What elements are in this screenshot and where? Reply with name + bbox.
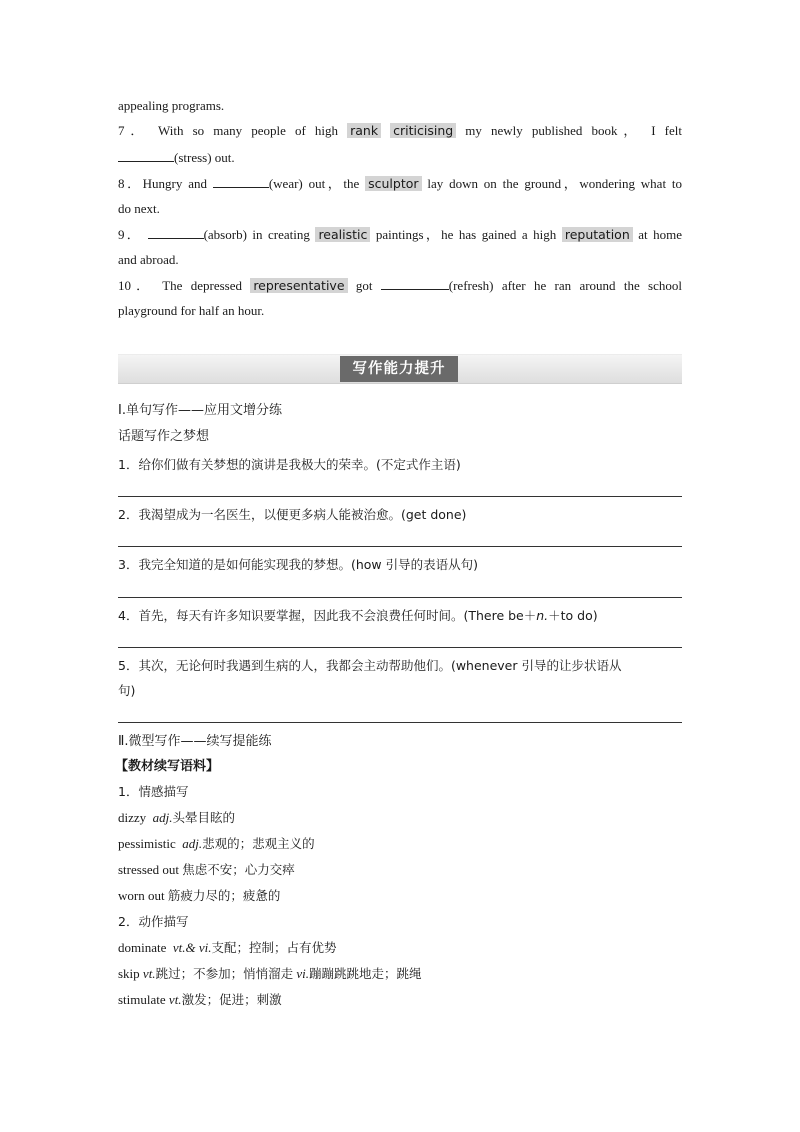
text: Hungry and [142,176,207,191]
text: got [355,278,373,293]
banner-title: 写作能力提升 [340,356,458,382]
question-7 [118,122,682,140]
text: With so many people of high [158,123,338,138]
answer-line[interactable] [118,597,682,598]
word: pessimistic [118,836,176,851]
highlighted-word: representative [250,278,347,293]
word: worn out [118,888,165,903]
word: skip [118,966,140,981]
vocab-item [118,939,682,957]
meaning: 蹦蹦跳跳地走；跳绳 [308,966,422,981]
meaning: 头晕目眩的 [172,810,236,825]
question-number: 8． [118,176,143,191]
highlighted-word: realistic [315,227,370,242]
word: stimulate [118,992,166,1007]
answer-line[interactable] [118,722,682,723]
category-2: 2．动作描写 [118,914,189,929]
meaning: 跳过；不参加；悄悄溜走 [155,966,294,981]
text: appealing programs. [118,98,225,113]
highlighted-word: criticising [390,123,456,138]
question-number: 9． [118,227,143,242]
text: at home [638,227,683,242]
text-line [118,302,682,320]
writing-item-4 [118,607,682,625]
text: lay down on the ground，wondering what to [427,176,682,191]
text: do next. [118,201,160,216]
vocab-item [118,887,682,905]
vocab-item [118,809,682,827]
text: n. [536,608,549,623]
text: paintings，he has gained a high [375,227,557,242]
text-line [118,200,682,218]
answer-line[interactable] [118,546,682,547]
text-line [118,97,682,115]
meaning: 筋疲力尽的；疲惫的 [167,888,281,903]
meaning: 支配；控制；占有优势 [211,940,337,955]
word: dizzy [118,810,147,825]
text: (stress) out. [174,150,235,165]
text: playground for half an hour. [118,303,265,318]
text: The depressed [162,278,242,293]
answer-line[interactable] [118,647,682,648]
question-number: 10． [118,278,155,293]
part-of-speech: vi. [296,966,309,981]
question-8 [118,174,682,193]
meaning: 焦虑不安；心力交瘁 [182,862,295,877]
meaning: 激发；促进；刺激 [181,992,282,1007]
part-of-speech: vt.& [172,940,196,955]
word: dominate [118,940,167,955]
answer-line[interactable] [118,496,682,497]
material-heading: 【教材续写语料】 [115,759,220,774]
part-of-speech: vt. [168,992,182,1007]
part-of-speech: adj. [182,836,203,851]
answer-blank[interactable] [148,225,204,239]
writing-item-2: 2．我渴望成为一名医生，以便更多病人能被治愈。(get done) [118,507,467,522]
question-number: 7． [118,123,150,138]
writing-item-1: 1．给你们做有关梦想的演讲是我极大的荣幸。(不定式作主语) [118,457,461,472]
highlighted-word: rank [347,123,381,138]
meaning: 悲观的；悲观主义的 [202,836,315,851]
answer-blank[interactable] [381,276,449,290]
vocab-item [118,835,682,853]
text: (absorb) in creating [203,227,310,242]
highlighted-word: sculptor [365,176,421,191]
text-line [118,251,682,269]
answer-blank[interactable] [213,174,269,188]
writing-item-3: 3．我完全知道的是如何能实现我的梦想。(how 引导的表语从句) [118,557,478,572]
text: 4．首先，每天有许多知识要掌握，因此我不会浪费任何时间。(There be＋ [118,608,537,623]
writing-item-5-cont: 句) [118,683,136,698]
text: my newly published book， I felt [465,123,683,138]
topic-title: 话题写作之梦想 [118,429,210,444]
writing-item-5: 5．其次，无论何时我遇到生病的人，我都会主动帮助他们。(whenever 引导的让步状语从 [118,658,622,673]
text: ＋to do) [548,608,598,623]
vocab-item [118,991,682,1009]
part-of-speech: vt. [142,966,156,981]
section-banner [118,354,682,384]
part-of-speech: vi. [198,940,212,955]
part-of-speech: adj. [152,810,173,825]
section-1-title: Ⅰ.单句写作——应用文增分练 [118,403,282,418]
text: (refresh) after he ran around the school [448,278,682,293]
text: (wear) out，the [268,176,360,191]
category-1: 1．情感描写 [118,784,189,799]
word: stressed out [118,862,180,877]
text-line [118,148,682,167]
question-9 [118,225,682,244]
section-2-title: Ⅱ.微型写作——续写提能练 [118,734,272,749]
vocab-item [118,861,682,879]
text: and abroad. [118,252,179,267]
highlighted-word: reputation [562,227,633,242]
answer-blank[interactable] [118,148,174,162]
vocab-item [118,965,682,983]
question-10 [118,276,682,295]
